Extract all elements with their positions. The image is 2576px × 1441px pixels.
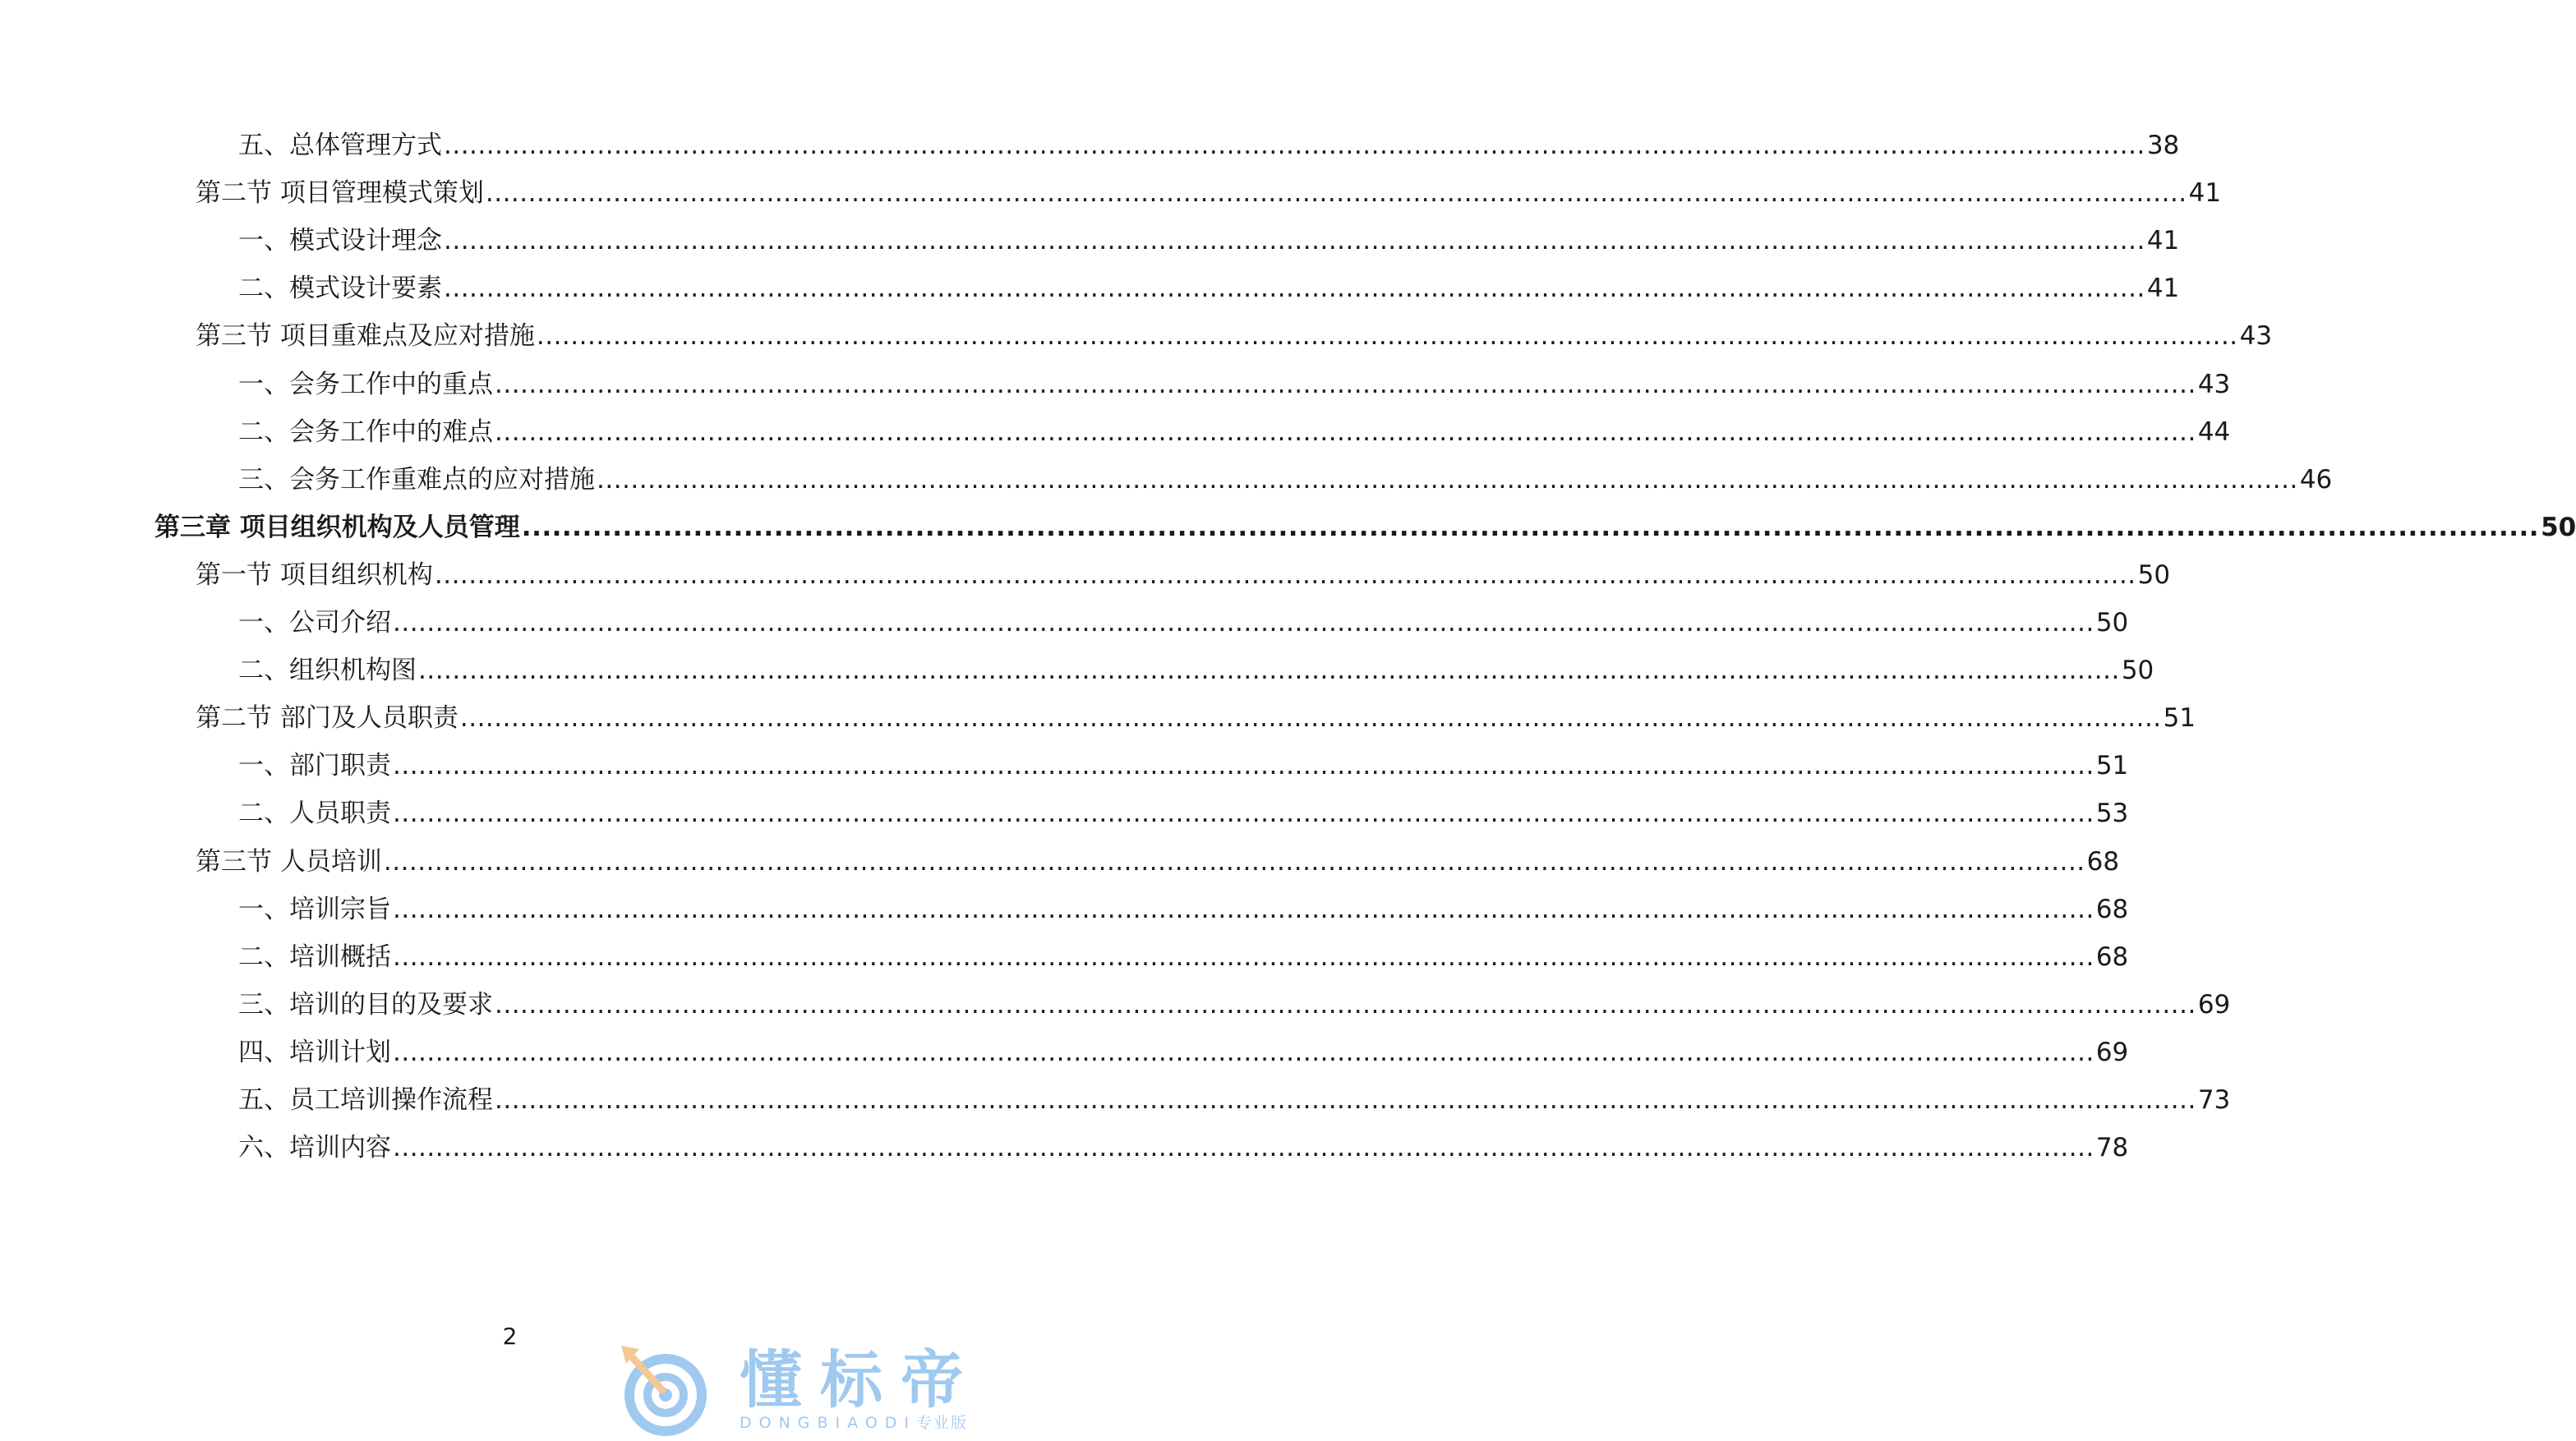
toc-leader-dots: ........................................................................................................................................................................................................ — [459, 703, 2162, 733]
toc-entry-page: 68 — [2095, 895, 2129, 924]
toc-entry-title: 五、员工培训操作流程 — [238, 1085, 493, 1115]
toc-entry[interactable] — [238, 941, 2129, 974]
toc-leader-dots: ........................................................................................................................................................................................................ — [495, 417, 2196, 447]
toc-leader-dots: ........................................................................................................................................................................................................ — [444, 131, 2145, 160]
toc-entry-page: 46 — [2299, 465, 2333, 495]
toc-entry[interactable] — [196, 177, 2222, 209]
toc-entry-page: 50 — [2095, 608, 2129, 638]
toc-entry[interactable] — [238, 224, 2180, 257]
page-number: 2 — [502, 1323, 518, 1350]
toc-entry-title: 一、会务工作中的重点 — [238, 370, 493, 399]
toc-entry-title: 五、总体管理方式 — [238, 131, 442, 160]
toc-entry-title: 一、培训宗旨 — [238, 895, 391, 924]
toc-entry-title: 二、会务工作中的难点 — [238, 417, 493, 447]
toc-entry-page: 68 — [2095, 942, 2129, 972]
toc-entry-title: 六、培训内容 — [238, 1133, 391, 1162]
toc-entry[interactable] — [196, 845, 2120, 878]
watermark-pinyin — [740, 1413, 968, 1433]
toc-leader-dots: ........................................................................................................................................................................................................ — [495, 370, 2196, 399]
toc-leader-dots: ........................................................................................................................................................................................................ — [393, 799, 2094, 828]
toc-entry-title: 一、模式设计理念 — [238, 226, 442, 256]
toc-entry-title: 第一节 项目组织机构 — [196, 560, 433, 590]
toc-entry-page: 51 — [2095, 751, 2129, 780]
toc-entry[interactable] — [238, 463, 2333, 496]
toc-entry-title: 一、部门职责 — [238, 751, 391, 780]
toc-leader-dots: ........................................................................................................................................................................................................ — [393, 751, 2094, 780]
toc-entry-page: 41 — [2188, 178, 2222, 208]
toc-entry[interactable] — [238, 1084, 2231, 1116]
toc-leader-dots: ........................................................................................................................................................................................................ — [597, 465, 2298, 495]
toc-entry[interactable] — [238, 272, 2180, 305]
toc-entry[interactable] — [196, 559, 2171, 592]
toc-entry-page: 69 — [2095, 1038, 2129, 1067]
toc-leader-dots: ........................................................................................................................................................................................................ — [444, 226, 2145, 256]
toc-leader-dots: ........................................................................................................................................................................................................ — [434, 560, 2136, 590]
toc-entry-page: 41 — [2146, 274, 2180, 303]
toc-leader-dots: ........................................................................................................................................................................................................ — [418, 656, 2120, 685]
toc-entry-title: 第二节 项目管理模式策划 — [196, 178, 484, 208]
toc-entry[interactable] — [238, 1131, 2129, 1164]
toc-entry-title: 第三章 项目组织机构及人员管理 — [154, 513, 520, 542]
toc-entry-page: 78 — [2095, 1133, 2129, 1162]
toc-entry-title: 二、人员职责 — [238, 799, 391, 828]
toc-entry[interactable] — [196, 702, 2196, 734]
toc-entry-page: 38 — [2146, 131, 2180, 160]
toc-leader-dots: ........................................................................................................................................................................................................ — [393, 1133, 2094, 1162]
toc-entry-title: 四、培训计划 — [238, 1038, 391, 1067]
toc-entry[interactable] — [238, 416, 2231, 449]
toc-leader-dots: ........................................................................................................................................................................................................ — [495, 990, 2196, 1020]
toc-entry-title: 三、培训的目的及要求 — [238, 990, 493, 1020]
toc-leader-dots: ........................................................................................................................................................................................................ — [495, 1085, 2196, 1115]
toc-entry[interactable] — [196, 320, 2273, 352]
toc-entry-title: 第三节 人员培训 — [196, 847, 382, 877]
toc-leader-dots: ........................................................................................................................................................................................................ — [393, 895, 2094, 924]
toc-entry-page: 44 — [2197, 417, 2231, 447]
toc-entry[interactable] — [238, 797, 2129, 830]
toc-entry[interactable] — [238, 893, 2129, 926]
toc-entry-page: 50 — [2541, 513, 2576, 542]
toc-entry-title: 二、培训概括 — [238, 942, 391, 972]
toc-leader-dots: ........................................................................................................................................................................................................ — [444, 274, 2145, 303]
toc-entry-title: 第三节 项目重难点及应对措施 — [196, 321, 535, 351]
toc-entry[interactable] — [238, 654, 2154, 687]
toc-entry-page: 51 — [2163, 703, 2196, 733]
toc-entry-page: 43 — [2239, 321, 2273, 351]
toc-leader-dots: ........................................................................................................................................................................................................ — [393, 1038, 2094, 1067]
toc-leader-dots: ........................................................................................................................................................................................................ — [485, 178, 2187, 208]
toc-leader-dots: ........................................................................................................................................................................................................ — [393, 608, 2094, 638]
toc-entry-title: 三、会务工作重难点的应对措施 — [238, 465, 595, 495]
watermark-edition: 专业版 — [916, 1414, 969, 1432]
toc-entry-page: 73 — [2197, 1085, 2231, 1115]
toc-entry-title: 二、组织机构图 — [238, 656, 417, 685]
toc-entry[interactable] — [238, 988, 2231, 1021]
watermark-pinyin-text: DONGBIAODI — [740, 1414, 917, 1432]
toc-entry-title: 二、模式设计要素 — [238, 274, 442, 303]
target-arrow-icon — [615, 1341, 713, 1438]
toc-entry-title: 第二节 部门及人员职责 — [196, 703, 459, 733]
toc-leader-dots: ........................................................................................................................................................................................................ — [383, 847, 2085, 877]
toc-entry[interactable] — [238, 368, 2231, 401]
watermark-name: 懂标帝 — [740, 1343, 981, 1416]
toc-leader-dots: ........................................................................................................................................................................................................ — [393, 942, 2094, 972]
toc-entry[interactable] — [238, 129, 2180, 162]
toc-entry-page: 68 — [2086, 847, 2120, 877]
toc-entry-title: 一、公司介绍 — [238, 608, 391, 638]
toc-entry-page: 53 — [2095, 799, 2129, 828]
toc-leader-dots: ........................................................................................................................................................................................................ — [521, 513, 2540, 542]
toc-entry-page: 69 — [2197, 990, 2231, 1020]
toc-entry-page: 50 — [2137, 560, 2171, 590]
toc-entry-page: 43 — [2197, 370, 2231, 399]
toc-entry[interactable] — [238, 1036, 2129, 1069]
toc-entry[interactable] — [154, 511, 2576, 544]
toc-entry-page: 50 — [2121, 656, 2154, 685]
toc-entry-page: 41 — [2146, 226, 2180, 256]
toc-entry[interactable] — [238, 606, 2129, 639]
toc-leader-dots: ........................................................................................................................................................................................................ — [536, 321, 2238, 351]
watermark — [615, 1341, 1009, 1438]
toc-entry[interactable] — [238, 749, 2129, 782]
